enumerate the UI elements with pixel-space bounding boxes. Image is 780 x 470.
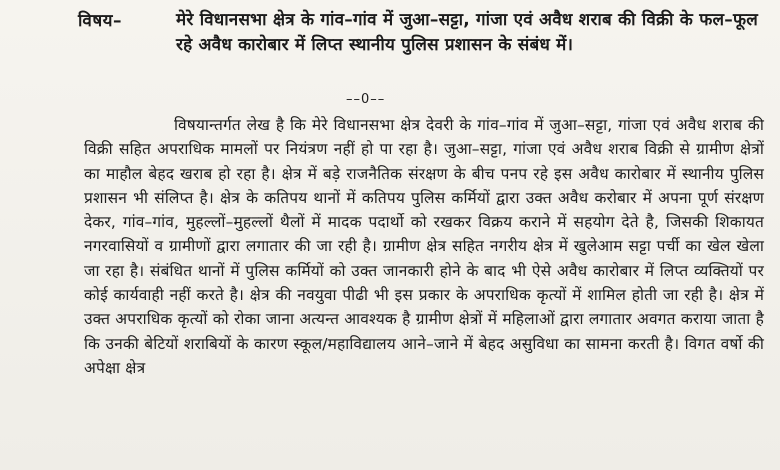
letter-body-paragraph: विषयान्तर्गत लेख है कि मेरे विधानसभा क्षेत्र देवरी के गांव–गांव में जुआ–सट्टा, गांजा एवं अवैध शराब की विक्री सहित अपराधिक मामलों पर नियंत्रण नहीं हो पा रहा है। जुआ–सट्टा, गांजा एवं अवैध शराब विक्री से ग्रामीण क्षेत्रों का माहौल बेहद खराब हो रहा है। क्षेत्र में बड़े राजनैतिक संरक्षण के बीच पनप रहे इस अवैध कारोबार में स्थानीय पुलिस प्रशासन भी संलिप्त है। क्षेत्र के कतिपय थानों में कतिपय पुलिस कर्मियों द्वारा उक्त अवैध करोबार में अपना पूर्ण संरक्षण देकर, गांव–गांव, मुहल्लों–मुहल्लों थैलों में मादक पदार्थो को रखकर विक्रय कराने में सहयोग देते है, जिसकी शिकायत नगरवासियों व ग्रामीणों द्वारा लगातार की जा रही है। ग्रामीण क्षेत्र सहित नगरीय क्षेत्र में खुलेआम सट्टा पर्ची का खेल खेला जा रहा है। संबंधित थानों में पुलिस कर्मियों को उक्त जानकारी होने के बाद भी ऐसे अवैध कारोबार में लिप्त व्यक्तियों पर कोई कार्यवाही नहीं करते है। क्षेत्र की नवयुवा पीढी भी इस प्रकार के अपराधिक कृत्यों में शामिल होती जा रही है। क्षेत्र में उक्त अपराधिक कृत्यों को रोका जाना अत्यन्त आवश्यक है ग्रामीण क्षेत्रों में महिलाओं द्वारा लगातार अवगत कराया जाता है कि उनकी बेटियों शराबियों के कारण स्कूल/महाविद्यालय आने–जाने में बेहद असुविधा का सामना करती है। विगत वर्षो की अपेक्षा क्षेत्र: [84, 116, 764, 377]
subject-label: विषय–: [78, 11, 123, 31]
subject-text: मेरे विधानसभा क्षेत्र के गांव–गांव में जुआ–सट्टा, गांजा एवं अवैध शराब की विक्री के फल–फूल रहे अवैध कारोबार में लिप्त स्थानीय पुलिस प्रशासन के संबंध में।: [176, 10, 758, 55]
section-divider: ––0––: [346, 92, 386, 107]
